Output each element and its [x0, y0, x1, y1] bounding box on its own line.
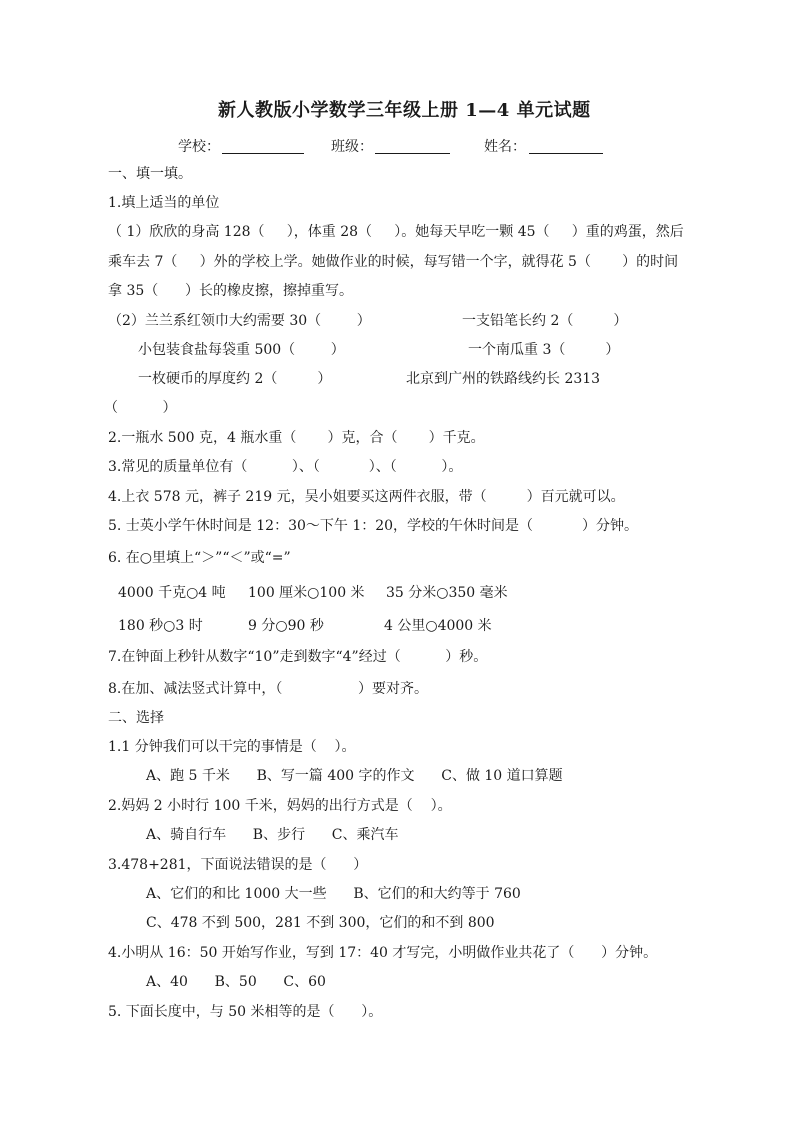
choice-question-2: 2.妈妈 2 小时行 100 千米，妈妈的出行方式是（ ）。 [108, 798, 452, 814]
name-field[interactable] [529, 139, 603, 154]
comparison-item: 9 分○90 秒 [248, 618, 324, 634]
question-1-part2-c: 小包装食盐每袋重 500（ ） [138, 342, 345, 358]
question-6-title: 6. 在○里填上“＞”“＜”或“=” [108, 550, 291, 566]
question-1-part2-f: 北京到广州的铁路线约长 2313 [406, 371, 601, 387]
page-title: 新人教版小学数学三年级上册 1—4 单元试题 [218, 100, 591, 121]
choice-options-3a: A、它们的和比 1000 大一些 B、它们的和大约等于 760 [146, 886, 521, 902]
question-1-part2-g: （ ） [104, 400, 177, 416]
question-5: 5. 士英小学午休时间是 12：30～下午 1：20，学校的午休时间是（ ）分钟。 [108, 518, 639, 534]
section-heading: 二、选择 [108, 710, 164, 726]
choice-question-5: 5. 下面长度中，与 50 米相等的是（ ）。 [108, 1004, 383, 1020]
comparison-item: 180 秒○3 时 [118, 618, 203, 634]
comparison-item: 4 公里○4000 米 [384, 618, 492, 634]
class-field[interactable] [375, 139, 450, 154]
choice-question-1: 1.1 分钟我们可以干完的事情是（ ）。 [108, 739, 356, 755]
choice-question-3: 3.478+281，下面说法错误的是（ ） [108, 857, 368, 873]
comparison-item: 100 厘米○100 米 [248, 585, 365, 601]
comparison-item: 4000 千克○4 吨 [118, 585, 226, 601]
question-1-part2-a: （2）兰兰系红领巾大约需要 30（ ） [108, 313, 371, 329]
question-2: 2.一瓶水 500 克，4 瓶水重（ ）克，合（ ）千克。 [108, 430, 485, 446]
question-1-part2-b: 一支铅笔长约 2（ ） [462, 313, 628, 329]
question-8: 8.在加、减法竖式计算中，（ ）要对齐。 [108, 681, 429, 697]
choice-options-4: A、40 B、50 C、60 [146, 974, 326, 990]
question-1-title: 1.填上适当的单位 [108, 195, 220, 211]
question-7: 7.在钟面上秒针从数字“10”走到数字“4”经过（ ）秒。 [108, 649, 488, 665]
question-1-part2-e: 一枚硬币的厚度约 2（ ） [138, 371, 332, 387]
choice-options-1: A、跑 5 千米 B、写一篇 400 字的作文 C、做 10 道口算题 [146, 768, 563, 784]
choice-options-2: A、骑自行车 B、步行 C、乘汽车 [146, 827, 399, 843]
question-3: 3.常见的质量单位有（ ）、（ ）、（ ）。 [108, 459, 463, 475]
choice-options-3b: C、478 不到 500，281 不到 300，它们的和不到 800 [146, 915, 495, 931]
school-label: 学校： [178, 139, 220, 155]
question-1-part2-d: 一个南瓜重 3（ ） [468, 342, 620, 358]
section-heading: 一、填一填。 [108, 166, 192, 182]
name-label: 姓名： [484, 139, 526, 155]
class-label: 班级： [331, 139, 373, 155]
question-1-part1-line2: 乘车去 7（ ）外的学校上学。她做作业的时候，每写错一个字，就得花 5（ ）的时间 [108, 254, 679, 270]
choice-question-4: 4.小明从 16：50 开始写作业，写到 17：40 才写完，小明做作业共花了（ ）分钟。 [108, 945, 658, 961]
question-1-part1-line1: （ 1）欣欣的身高 128（ ），体重 28（ ）。她每天早吃一颗 45（ ）重的鸡蛋，然后 [108, 224, 684, 240]
question-4: 4.上衣 578 元，裤子 219 元，吴小姐要买这两件衣服，带（ ）百元就可以。 [108, 489, 625, 505]
question-1-part1-line3: 拿 35（ ）长的橡皮擦，擦掉重写。 [108, 283, 353, 299]
comparison-item: 35 分米○350 毫米 [386, 585, 508, 601]
school-field[interactable] [222, 139, 304, 154]
